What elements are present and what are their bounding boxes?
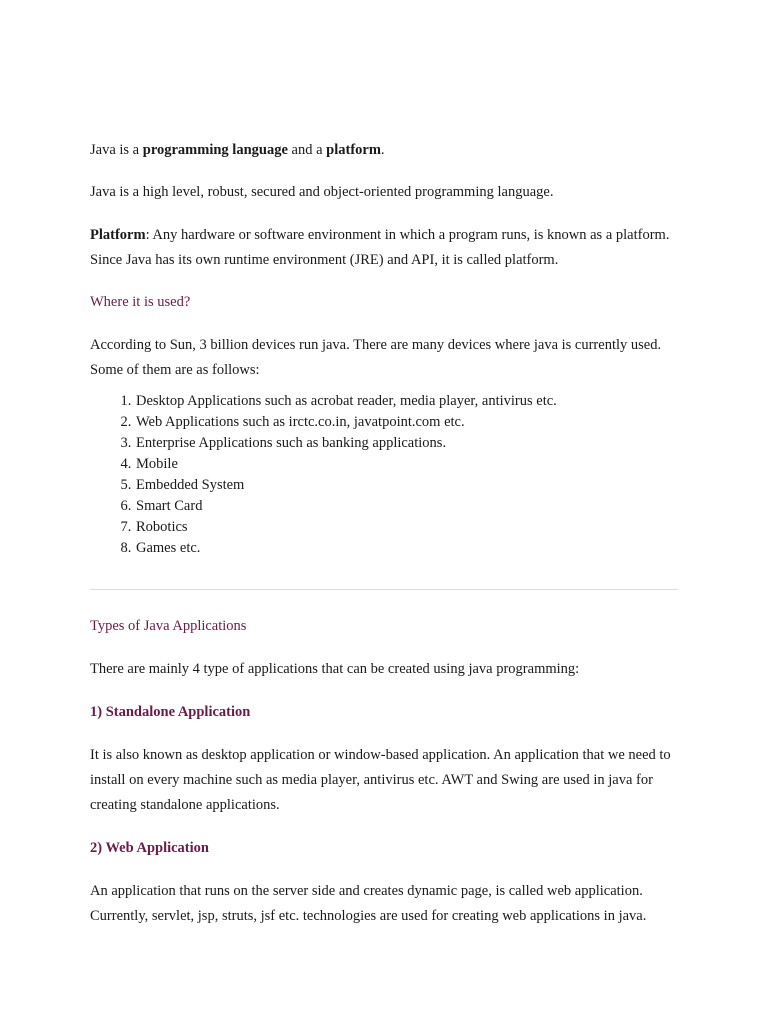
standalone-paragraph: It is also known as desktop application or window-based application. An application that we need to install on every machine such as media player, antivirus etc. AWT and Swing are used in java for creating standalone applications. [90, 747, 671, 813]
list-item: 1. Desktop Applications such as acrobat reader, media player, antivirus etc. [135, 391, 680, 412]
standalone-heading: 1) Standalone Application [90, 704, 251, 720]
intro-text: Java is a [90, 142, 143, 158]
where-used-heading: Where it is used? [90, 294, 191, 310]
where-used-intro: According to Sun, 3 billion devices run java. There are many devices where java is currently used. Some of them are as follows: [90, 337, 662, 378]
intro-bold-platform: platform [326, 142, 381, 158]
intro-text: . [380, 142, 385, 158]
platform-text: : Any hardware or software environment in which a program runs, is known as a platform. Since Java has its own runtime environment (JRE) and API, it is called platform. [90, 227, 670, 268]
web-application-paragraph: An application that runs on the server side and creates dynamic page, is called web application. Currently, servlet, jsp, struts, jsf etc. technologies are used for creating web applications in java. [90, 883, 647, 924]
list-item: 5. Embedded System [135, 475, 680, 496]
list-item: 8. Games etc. [135, 538, 680, 559]
list-item: 2. Web Applications such as irctc.co.in, javatpoint.com etc. [135, 412, 680, 433]
list-item: 3. Enterprise Applications such as banking applications. [135, 433, 680, 454]
intro-paragraph [90, 138, 680, 163]
section-divider [90, 589, 678, 590]
usage-list [90, 391, 680, 559]
article-content [90, 138, 680, 947]
list-item: 4. Mobile [135, 454, 680, 475]
types-heading: Types of Java Applications [90, 618, 247, 634]
list-item: 7. Robotics [135, 517, 680, 538]
definition-paragraph: Java is a high level, robust, secured and object-oriented programming language. [90, 184, 554, 200]
platform-paragraph [90, 223, 680, 273]
web-application-heading: 2) Web Application [90, 840, 209, 856]
intro-bold-programming-language: programming language [142, 142, 288, 158]
platform-term: Platform [90, 227, 146, 243]
intro-text: and a [287, 142, 327, 158]
types-intro: There are mainly 4 type of applications that can be created using java programming: [90, 661, 580, 677]
list-item: 6. Smart Card [135, 496, 680, 517]
